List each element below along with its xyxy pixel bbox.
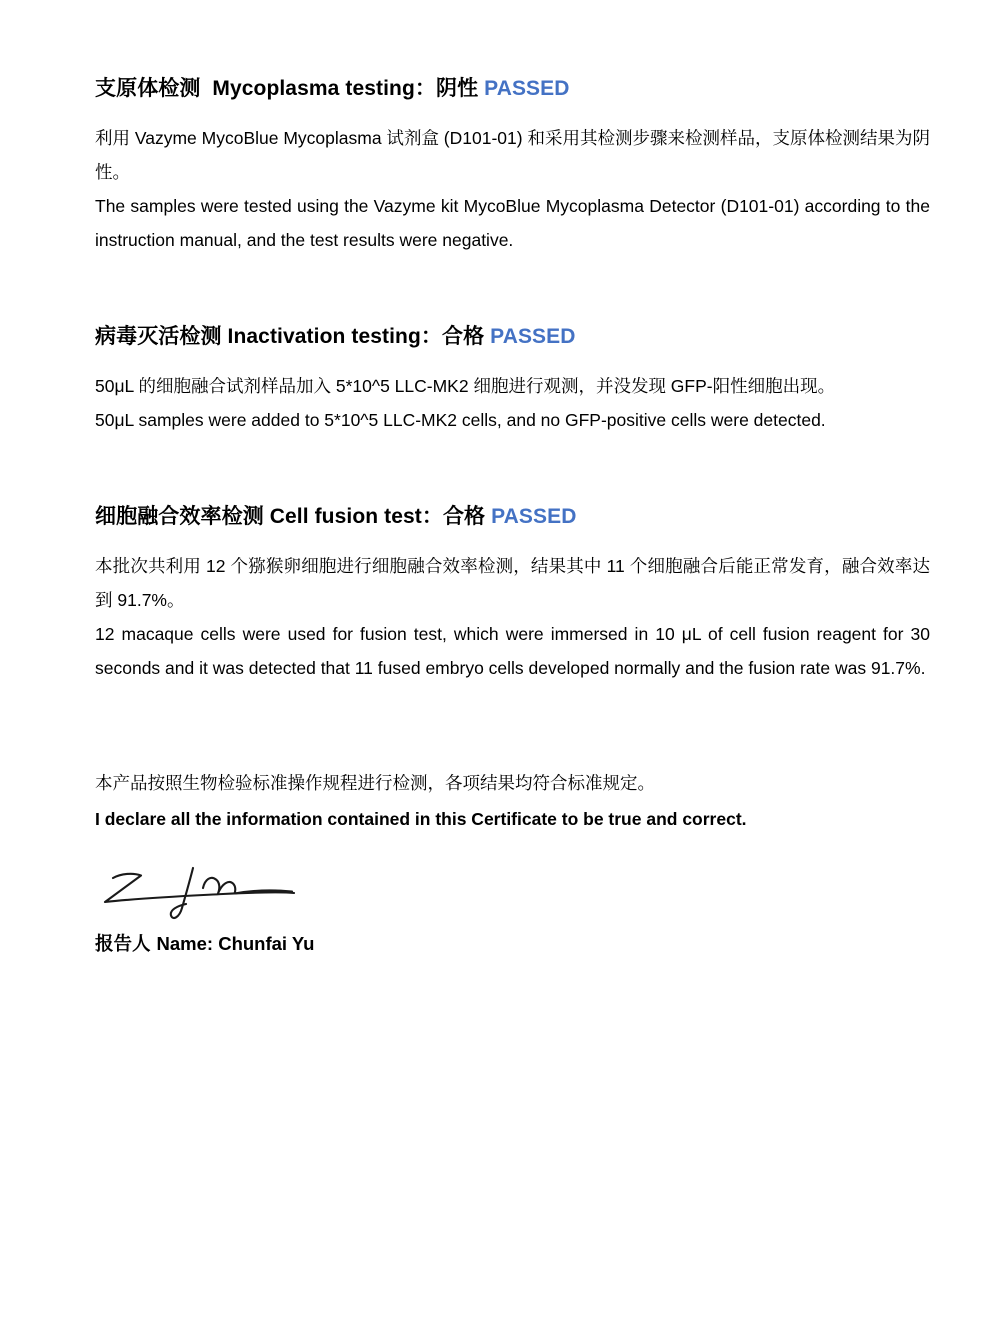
reporter-name: Name: Chunfai Yu xyxy=(156,933,315,954)
section-heading xyxy=(95,75,930,103)
section-mycoplasma-testing xyxy=(95,75,930,257)
declaration-en: I declare all the information contained in this Certificate to be true and correct. xyxy=(95,809,747,829)
section-body-en: The samples were tested using the Vazyme kit MycoBlue Mycoplasma Detector (D101-01) according to the instruction manual, and the test results were negative. xyxy=(95,196,930,250)
signature-block xyxy=(95,865,930,923)
section-body-zh: 本批次共利用 12 个猕猴卵细胞进行细胞融合效率检测，结果其中 11 个细胞融合后能正常发育，融合效率达到 91.7%。 xyxy=(95,556,930,610)
passed-badge: PASSED xyxy=(490,325,576,348)
section-body-zh: 利用 Vazyme MycoBlue Mycoplasma 试剂盒 (D101-01) 和采用其检测步骤来检测样品，支原体检测结果为阴性。 xyxy=(95,128,930,182)
declaration-block xyxy=(95,765,930,837)
section-body-en: 50μL samples were added to 5*10^5 LLC-MK2 cells, and no GFP-positive cells were detected. xyxy=(95,410,826,430)
section-heading xyxy=(95,503,930,531)
section-heading-text: 细胞融合效率检测 Cell fusion test：合格 xyxy=(95,505,486,528)
section-body-en: 12 macaque cells were used for fusion test, which were immersed in 10 μL of cell fusion reagent for 30 seconds and it was detected that 11 fused embryo cells developed normally and the fusion rate was 91.7%. xyxy=(95,624,930,678)
section-body-zh: 50μL 的细胞融合试剂样品加入 5*10^5 LLC-MK2 细胞进行观测，并没发现 GFP-阳性细胞出现。 xyxy=(95,376,836,396)
section-heading-text: 病毒灭活检测 Inactivation testing：合格 xyxy=(95,325,485,348)
section-heading-text: 支原体检测 Mycoplasma testing：阴性 xyxy=(95,77,479,100)
reporter-line xyxy=(95,931,930,957)
declaration-zh: 本产品按照生物检验标准操作规程进行检测，各项结果均符合标准规定。 xyxy=(95,773,655,793)
section-heading xyxy=(95,323,930,351)
passed-badge: PASSED xyxy=(484,77,570,100)
section-inactivation-testing xyxy=(95,323,930,437)
signature-image xyxy=(95,865,310,923)
reporter-label: 报告人 xyxy=(95,933,151,954)
passed-badge: PASSED xyxy=(491,505,577,528)
section-cell-fusion-test xyxy=(95,503,930,685)
